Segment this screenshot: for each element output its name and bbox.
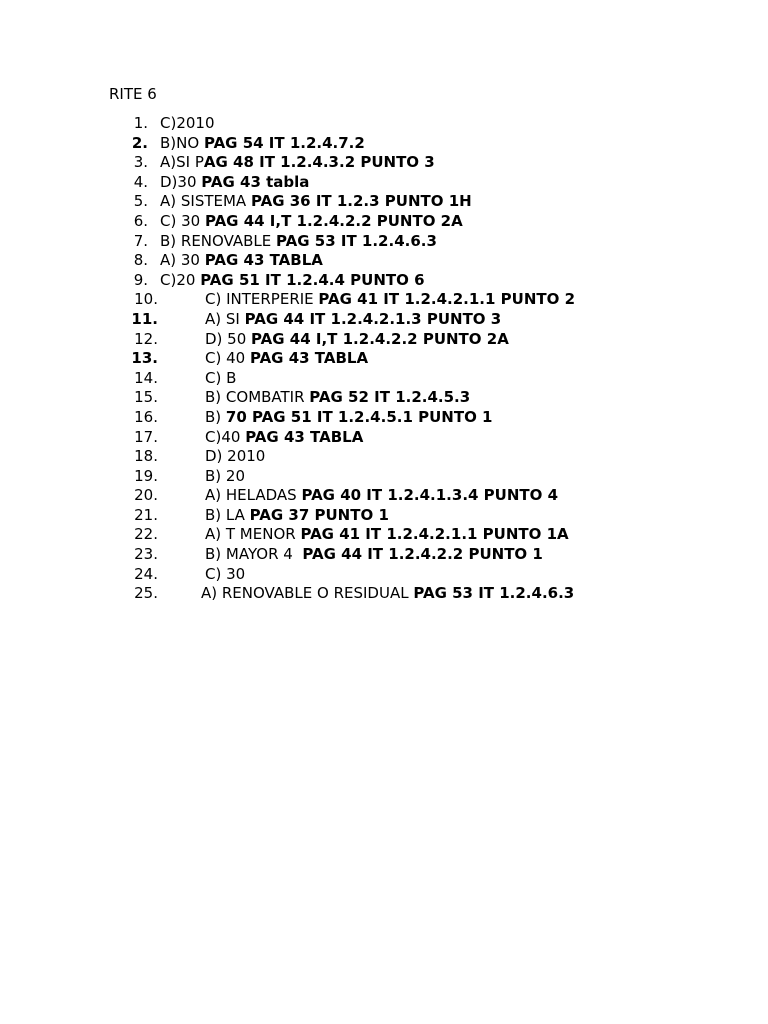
answer-row <box>0 506 768 526</box>
answer-number: 18. <box>134 447 158 466</box>
answer-row <box>0 565 768 585</box>
answer-text-line <box>160 212 463 232</box>
answer-reference: PAG 43 TABLA <box>204 251 323 270</box>
answer-number: 7. <box>133 231 148 250</box>
answer-text-line <box>205 388 470 408</box>
answer-choice: D) 2010 <box>205 447 266 466</box>
answer-text-line <box>201 584 574 604</box>
answer-text-line <box>160 192 472 212</box>
answer-reference: PAG 37 PUNTO 1 <box>249 505 389 524</box>
answer-number: 5. <box>133 192 148 211</box>
answer-text-line <box>205 467 245 487</box>
answer-reference: PAG 44 I,T 1.2.4.2.2 PUNTO 2A <box>251 329 509 348</box>
answer-text-line <box>205 290 575 310</box>
answer-row <box>0 153 768 173</box>
answer-text-line <box>205 349 368 369</box>
answer-number: 25. <box>134 584 158 603</box>
answer-row <box>0 271 768 291</box>
answer-text-line <box>205 369 236 389</box>
answer-text-line <box>205 565 245 585</box>
answer-text-line <box>160 173 309 193</box>
answer-row <box>0 251 768 271</box>
answer-number: 2. <box>131 133 148 152</box>
answer-number: 4. <box>133 172 148 191</box>
answer-reference: PAG 43 TABLA <box>245 427 364 446</box>
answer-number: 24. <box>134 564 158 583</box>
answer-reference: PAG 36 IT 1.2.3 PUNTO 1H <box>250 192 472 211</box>
answer-reference: PAG 44 IT 1.2.4.2.1.3 PUNTO 3 <box>244 309 502 328</box>
answer-choice: C) B <box>205 368 237 387</box>
answer-number: 6. <box>133 211 148 230</box>
answer-list <box>0 114 768 604</box>
answer-row <box>0 584 768 604</box>
answer-choice: B) MAYOR 4 <box>205 545 303 564</box>
answer-number: 19. <box>134 466 158 485</box>
answer-choice: A)SI P <box>160 153 204 172</box>
answer-text-line <box>205 447 265 467</box>
answer-row <box>0 310 768 330</box>
answer-choice: A) T MENOR <box>205 525 301 544</box>
answer-choice: B) LA <box>205 505 250 524</box>
answer-row <box>0 212 768 232</box>
answer-reference: PAG 41 IT 1.2.4.2.1.1 PUNTO 2 <box>318 290 576 309</box>
answer-choice: D)30 <box>160 172 202 191</box>
answer-choice: C) INTERPERIE <box>205 290 319 309</box>
answer-choice: C) 30 <box>205 564 246 583</box>
answer-reference: PAG 40 IT 1.2.4.1.3.4 PUNTO 4 <box>301 486 559 505</box>
answer-row <box>0 369 768 389</box>
answer-reference: PAG 53 IT 1.2.4.6.3 <box>413 584 575 603</box>
answer-reference: PAG 43 TABLA <box>249 349 369 368</box>
answer-row <box>0 525 768 545</box>
answer-number: 3. <box>133 153 148 172</box>
answer-row <box>0 408 768 428</box>
answer-text-line <box>205 310 501 330</box>
answer-choice: A) SISTEMA <box>160 192 251 211</box>
answer-choice: A) SI <box>205 309 245 328</box>
answer-text-line <box>205 525 569 545</box>
answer-number: 22. <box>134 525 158 544</box>
answer-row <box>0 486 768 506</box>
answer-row <box>0 349 768 369</box>
answer-row <box>0 192 768 212</box>
answer-row <box>0 173 768 193</box>
answer-choice: C) 40 <box>205 349 250 368</box>
answer-choice: B) COMBATIR <box>205 388 310 407</box>
answer-text-line <box>160 271 425 291</box>
answer-number: 11. <box>131 309 158 328</box>
answer-text-line <box>205 486 558 506</box>
answer-text-line <box>160 251 323 271</box>
answer-reference: PAG 54 IT 1.2.4.7.2 <box>203 133 365 152</box>
answer-number: 13. <box>131 349 158 368</box>
answer-text-line <box>205 545 543 565</box>
answer-choice: A) 30 <box>160 251 205 270</box>
answer-choice: B)NO <box>160 133 204 152</box>
answer-row <box>0 428 768 448</box>
answer-choice: C)2010 <box>160 114 215 132</box>
answer-number: 1. <box>133 114 148 132</box>
answer-text-line <box>160 114 215 134</box>
answer-reference: AG 48 IT 1.2.4.3.2 PUNTO 3 <box>203 153 435 172</box>
answer-reference: 70 PAG 51 IT 1.2.4.5.1 PUNTO 1 <box>225 407 493 426</box>
answer-reference: PAG 44 I,T 1.2.4.2.2 PUNTO 2A <box>204 211 463 230</box>
answer-choice: B) RENOVABLE <box>160 231 277 250</box>
answer-reference: PAG 41 IT 1.2.4.2.1.1 PUNTO 1A <box>300 525 569 544</box>
answer-row <box>0 545 768 565</box>
answer-text-line <box>205 428 363 448</box>
document-title: RITE 6 <box>109 85 157 103</box>
answer-text-line <box>160 232 437 252</box>
answer-choice: B) <box>205 407 226 426</box>
answer-number: 10. <box>134 290 158 309</box>
answer-text-line <box>205 506 389 526</box>
answer-row <box>0 134 768 154</box>
answer-choice: A) RENOVABLE O RESIDUAL <box>201 584 414 603</box>
answer-number: 12. <box>134 329 158 348</box>
answer-row <box>0 330 768 350</box>
answer-row <box>0 290 768 310</box>
answer-reference: PAG 51 IT 1.2.4.4 PUNTO 6 <box>200 270 425 289</box>
answer-choice: A) HELADAS <box>205 486 302 505</box>
answer-number: 17. <box>134 427 158 446</box>
answer-choice: D) 50 <box>205 329 252 348</box>
answer-row <box>0 447 768 467</box>
answer-row <box>0 388 768 408</box>
answer-row <box>0 114 768 134</box>
answer-text-line <box>160 134 365 154</box>
answer-reference: PAG 44 IT 1.2.4.2.2 PUNTO 1 <box>302 545 543 564</box>
answer-text-line <box>205 330 509 350</box>
answer-number: 14. <box>134 368 158 387</box>
answer-reference: PAG 53 IT 1.2.4.6.3 <box>276 231 437 250</box>
answer-number: 8. <box>133 251 148 270</box>
answer-choice: C)40 <box>205 427 246 446</box>
answer-number: 16. <box>134 407 158 426</box>
answer-choice: C) 30 <box>160 211 205 230</box>
answer-reference: PAG 52 IT 1.2.4.5.3 <box>309 388 471 407</box>
answer-number: 9. <box>133 270 148 289</box>
answer-number: 15. <box>134 388 158 407</box>
answer-row <box>0 467 768 487</box>
answer-number: 23. <box>134 545 158 564</box>
answer-number: 21. <box>134 505 158 524</box>
answer-choice: B) 20 <box>205 466 245 485</box>
answer-text-line <box>205 408 492 428</box>
answer-reference: PAG 43 tabla <box>201 172 310 191</box>
answer-row <box>0 232 768 252</box>
answer-choice: C)20 <box>160 270 201 289</box>
answer-number: 20. <box>134 486 158 505</box>
answer-text-line <box>160 153 435 173</box>
